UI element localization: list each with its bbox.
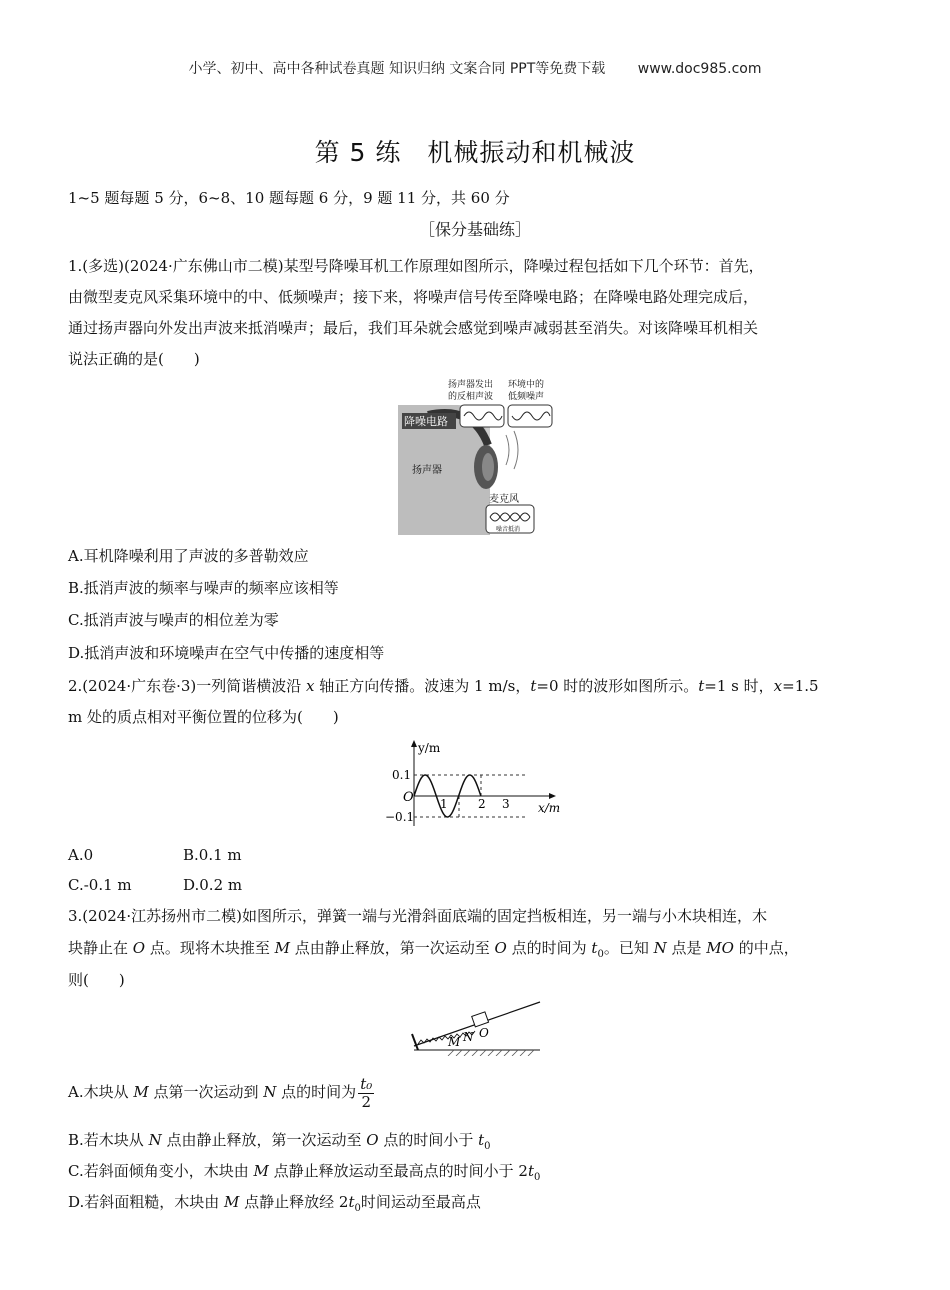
q2-wave-graph: [370, 738, 570, 833]
wood-block: [472, 1012, 489, 1027]
origin-label: O: [403, 790, 414, 805]
q1-option-a: A.耳机降噪利用了声波的多普勒效应: [68, 547, 309, 565]
q2-option-c: C.-0.1 m: [68, 876, 132, 894]
section-heading: ［保分基础练］: [418, 220, 531, 239]
label-antiphase-2: 的反相声波: [448, 392, 494, 402]
header-banner: 小学、初中、高中各种试卷真题 知识归纳 文案合同 PPT等免费下载: [188, 61, 606, 77]
q3-incline-figure: [408, 998, 544, 1056]
label-speaker: 扬声器: [412, 465, 442, 476]
q1-line-2: 由微型麦克风采集环境中的中、低频噪声；接下来，将噪声信号传至降噪电路；在降噪电路处理完成后，: [68, 288, 759, 306]
point-M-label: M: [448, 1035, 461, 1049]
antiphase-wave-box: [460, 405, 504, 427]
x-tick-3: 3: [502, 797, 510, 811]
q3-line-1: 3.(2024·江苏扬州市二模)如图所示，弹簧一端与光滑斜面底端的固定挡板相连，另一端与小木块相连，木: [68, 907, 767, 925]
header-url[interactable]: www.doc985.com: [637, 61, 762, 77]
q2-option-b: B.0.1 m: [183, 846, 242, 864]
fraction-t0-over-2: $\frac{\text{t₀}}{2}$: [360, 1074, 373, 1111]
site-header: [0, 58, 950, 78]
q2-line-1: 2.(2024·广东卷·3)一列简谐横波沿 x 轴正方向传播。波速为 1 m/s，t=0 时的波形如图所示。t=1 s 时，x=1.5: [68, 677, 819, 695]
q3-option-b: B.若木块从 N 点由静止释放，第一次运动至 O 点的时间小于 $t_0$: [68, 1131, 491, 1152]
q1-line-1: 1.(多选)(2024·广东佛山市二模)某型号降噪耳机工作原理如图所示，降噪过程包括如下几个环节：首先，: [68, 257, 764, 275]
q1-earphone-figure: [398, 375, 558, 535]
x-tick-2: 2: [478, 797, 486, 811]
q1-line-3: 通过扬声器向外发出声波来抵消噪声；最后，我们耳朵就会感觉到噪声减弱甚至消失。对该降噪耳机相关: [68, 319, 759, 337]
q1-line-4: 说法正确的是( ): [68, 350, 200, 368]
q2-line-2: m 处的质点相对平衡位置的位移为( ): [68, 708, 339, 726]
y-axis-label: y/m: [418, 741, 441, 755]
q3-line-3: 则( ): [68, 971, 125, 989]
point-O-label: O: [479, 1026, 489, 1040]
q3-line-2: 块静止在 O 点。现将木块推至 M 点由静止释放，第一次运动至 O 点的时间为 $t_0$。已知 N 点是 MO 的中点，: [68, 939, 799, 960]
label-noise-2: 低频噪声: [508, 392, 545, 402]
score-info: 1~5 题每题 5 分，6~8、10 题每题 6 分，9 题 11 分，共 60 分: [68, 189, 510, 207]
q3-option-c: C.若斜面倾角变小，木块由 M 点静止释放运动至最高点的时间小于 $2t_0$: [68, 1162, 541, 1183]
label-cancel: 噪音抵消: [496, 526, 521, 533]
q1-option-b: B.抵消声波的频率与噪声的频率应该相等: [68, 579, 339, 597]
label-circuit: 降噪电路: [404, 415, 448, 428]
q1-option-d: D.抵消声波和环境噪声在空气中传播的速度相等: [68, 644, 385, 662]
fixed-stopper: [412, 1034, 418, 1050]
noise-wave-box: [508, 405, 552, 427]
q2-option-a: A.0: [68, 846, 94, 864]
x-axis-label: x/m: [538, 801, 561, 815]
x-tick-1: 1: [440, 797, 448, 811]
label-mic: 麦克风: [489, 494, 519, 505]
q3-option-d: D.若斜面粗糙，木块由 M 点静止释放经 $2t_0$时间运动至最高点: [68, 1193, 481, 1214]
q2-option-d: D.0.2 m: [183, 876, 243, 894]
q1-option-c: C.抵消声波与噪声的相位差为零: [68, 611, 279, 629]
label-antiphase-1: 扬声器发出: [448, 380, 494, 390]
point-N-label: N: [463, 1030, 474, 1044]
label-noise-1: 环境中的: [508, 380, 545, 390]
y-tick-top: 0.1: [392, 768, 412, 782]
page-title: 第 5 练 机械振动和机械波: [314, 138, 636, 167]
q3-option-a: A.木块从 M 点第一次运动到 N 点的时间为 $\frac{\text{t₀}}{2}$: [68, 1074, 373, 1111]
y-tick-bottom: −0.1: [385, 810, 415, 824]
